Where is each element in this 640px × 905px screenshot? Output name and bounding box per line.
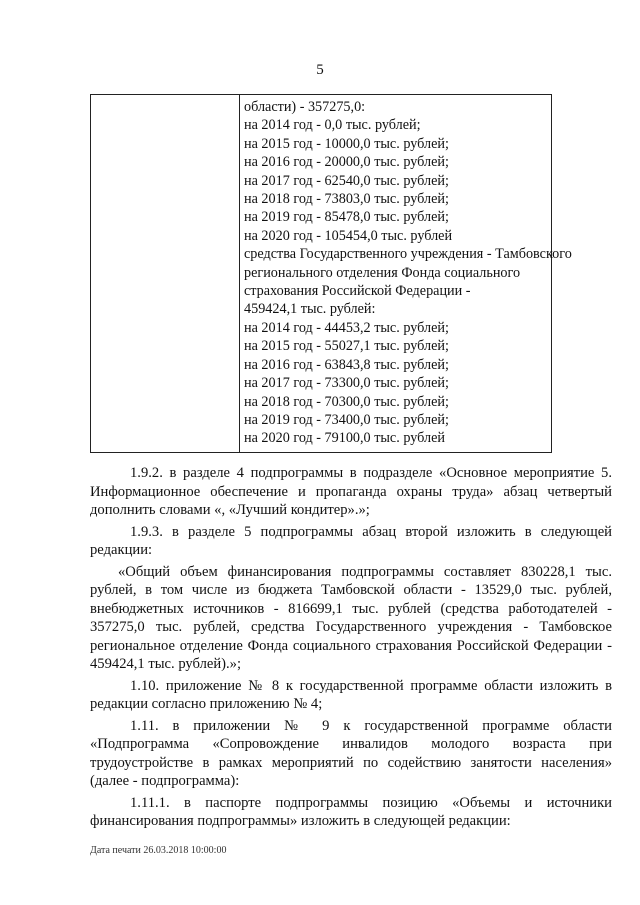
table-line: на 2016 год - 20000,0 тыс. рублей; [244,154,449,171]
table-line: на 2019 год - 85478,0 тыс. рублей; [244,209,449,226]
table-line: на 2014 год - 44453,2 тыс. рублей; [244,319,449,336]
table-line: на 2015 год - 10000,0 тыс. рублей; [244,135,449,152]
table-line: на 2017 год - 73300,0 тыс. рублей; [244,375,449,392]
table-left-cell [91,95,239,452]
table-line: на 2014 год - 0,0 тыс. рублей; [244,117,421,134]
paragraph-1-11-1: 1.11.1. в паспорте подпрограммы позицию «Объемы и источники финансирования подпрограммы» изложить в следующей редакции: [90,794,612,829]
paragraph-1-9-2: 1.9.2. в разделе 4 подпрограммы в подразделе «Основное мероприятие 5. Информационное обеспечение и пропаганда охраны труда» абзац четвертый дополнить словами «, «Лучший кондитер».»; [90,465,612,518]
table-line: регионального отделения Фонда социального [244,264,521,281]
paragraph-1-10: 1.10. приложение № 8 к государственной программе области изложить в редакции согласно приложению № 4; [90,677,612,712]
table-line: средства Государственного учреждения - Тамбовского [244,246,572,263]
paragraph-1-11: 1.11. в приложении № 9 к государственной программе области «Подпрограмма «Сопровождение инвалидов молодого возраста при трудоустройстве в рамках мероприятий по содействию занятости населения» (далее - подпрограмма): [90,717,612,789]
table-line: на 2020 год - 79100,0 тыс. рублей [244,430,445,447]
document-body [90,464,612,831]
table-line: на 2016 год - 63843,8 тыс. рублей; [244,356,449,373]
table-line: на 2019 год - 73400,0 тыс. рублей; [244,411,449,428]
table-line: 459424,1 тыс. рублей: [244,301,376,318]
table-line: на 2018 год - 73803,0 тыс. рублей; [244,191,449,208]
paragraph-1-9-3: 1.9.3. в разделе 5 подпрограммы абзац второй изложить в следующей редакции: [90,523,612,558]
paragraph-quote-financing: «Общий объем финансирования подпрограммы составляет 830228,1 тыс. рублей, в том числе из бюджета Тамбовской области - 13529,0 тыс. рублей, внебюджетных источников - 816699,1 тыс. рублей (средства работодателей - 357275,0 тыс. рублей, средства Государственного учреждения - Тамбовское региональное отделение Фонда социального страхования Российской Федерации - 459424,1 тыс. рублей).»; [90,563,612,672]
table-line: на 2020 год - 105454,0 тыс. рублей [244,227,453,244]
table-line: области) - 357275,0: [244,99,366,115]
table-line: на 2018 год - 70300,0 тыс. рублей; [244,393,449,410]
table-right-cell [244,98,572,448]
table-line: страхования Российской Федерации - [244,283,471,300]
table-line: на 2015 год - 55027,1 тыс. рублей; [244,338,449,355]
financing-table [90,94,572,453]
table-line: на 2017 год - 62540,0 тыс. рублей; [244,172,449,189]
table-column-divider [239,95,240,452]
page-number: 5 [316,62,324,78]
print-date-footer: Дата печати 26.03.2018 10:00:00 [90,845,227,856]
